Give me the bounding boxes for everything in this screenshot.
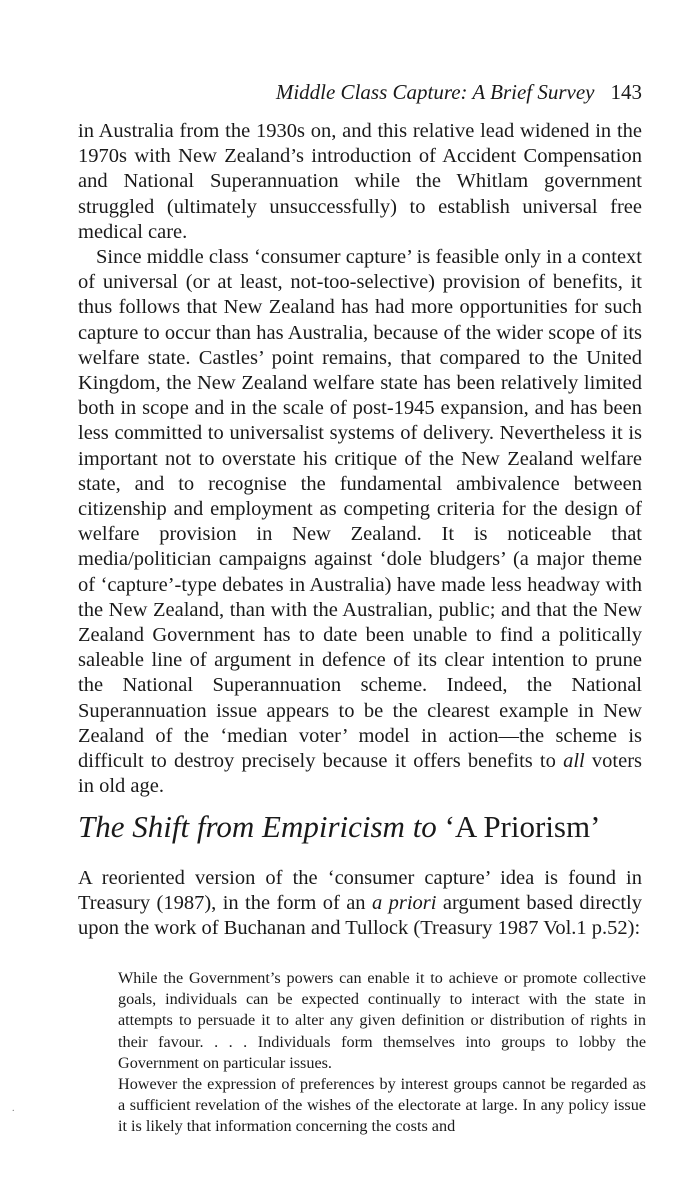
margin-mark: . xyxy=(12,1103,15,1114)
section-heading xyxy=(78,808,642,846)
block-quote xyxy=(118,968,646,1138)
paragraph-text-end: voters in old age. xyxy=(78,750,643,798)
page-number: 143 xyxy=(610,80,642,104)
section-intro xyxy=(78,866,642,942)
running-head-title: Middle Class Capture: A Brief Survey xyxy=(275,80,595,104)
section-heading-roman: ‘A Priorism’ xyxy=(444,809,601,844)
running-head xyxy=(78,79,642,105)
section-heading-italic: The Shift from Empiricism to xyxy=(78,809,437,844)
paragraph-text: Since middle class ‘consumer capture’ is feasible only in a context of universal (or at least, not-too-selective) provision of benefits, it thus follows that New Zealand has had more opportunities for such capture to occur than has Australia, because of the wider scope of its welfare state. Castles’ point remains, that compared to the United Kingdom, the New Zealand welfare state has been relatively limited both in scope and in the scale of post-1945 expansion, and has been less committed to universalist systems of delivery. Nevertheless it is important not to overstate his critique of the New Zealand welfare state, and to recognise the fundamental ambivalence between citizenship and employment as competing criteria for the design of welfare provision in New Zealand. It is noticeable that media/politician campaigns against ‘dole bludgers’ (a major theme of ‘capture’-type debates in Australia) have made less headway with the New Zealand, than with the Australian, public; and that the New Zealand Government has to date been unable to find a politically saleable line of argument in defence of its clear intention to prune the National Superannuation scheme. Indeed, the National Superannuation issue appears to be the clearest example in New Zealand of the ‘median voter’ model in action—the scheme is difficult to destroy precisely because it offers benefits to xyxy=(78,246,642,773)
emphasis-a-priori: a priori xyxy=(371,892,437,915)
paragraph-capture-feasibility xyxy=(78,245,642,799)
intro-text-a: A reoriented version of the ‘consumer capture’ idea is found in Treasury (1987), in the form of an xyxy=(78,867,642,915)
quote-paragraph-2: However the expression of preferences by interest groups cannot be regarded as a sufficient revelation of the wishes of the electorate at large. In any policy issue it is likely that information concerning the costs and xyxy=(118,1075,646,1136)
emphasis-all: all xyxy=(563,750,585,773)
body-text xyxy=(78,119,642,799)
intro-text-b: argument based directly upon the work of Buchanan and Tullock (Treasury 1987 Vol.1 p.52): xyxy=(78,892,642,940)
quote-paragraph-1: While the Government’s powers can enable it to achieve or promote collective goals, individuals can be expected continually to interact with the state in attempts to persuade it to alter any given definition or distribution of rights in their favour. . . . Individuals form themselves into groups to lobby the Government on particular issues. xyxy=(118,969,646,1072)
section-intro-paragraph xyxy=(78,866,642,942)
paragraph-continued: in Australia from the 1930s on, and this relative lead widened in the 1970s with New Zealand’s introduction of Accident Compensation and National Superannuation while the Whitlam government struggled (ultimately unsuccessfully) to establish universal free medical care. xyxy=(78,120,642,243)
